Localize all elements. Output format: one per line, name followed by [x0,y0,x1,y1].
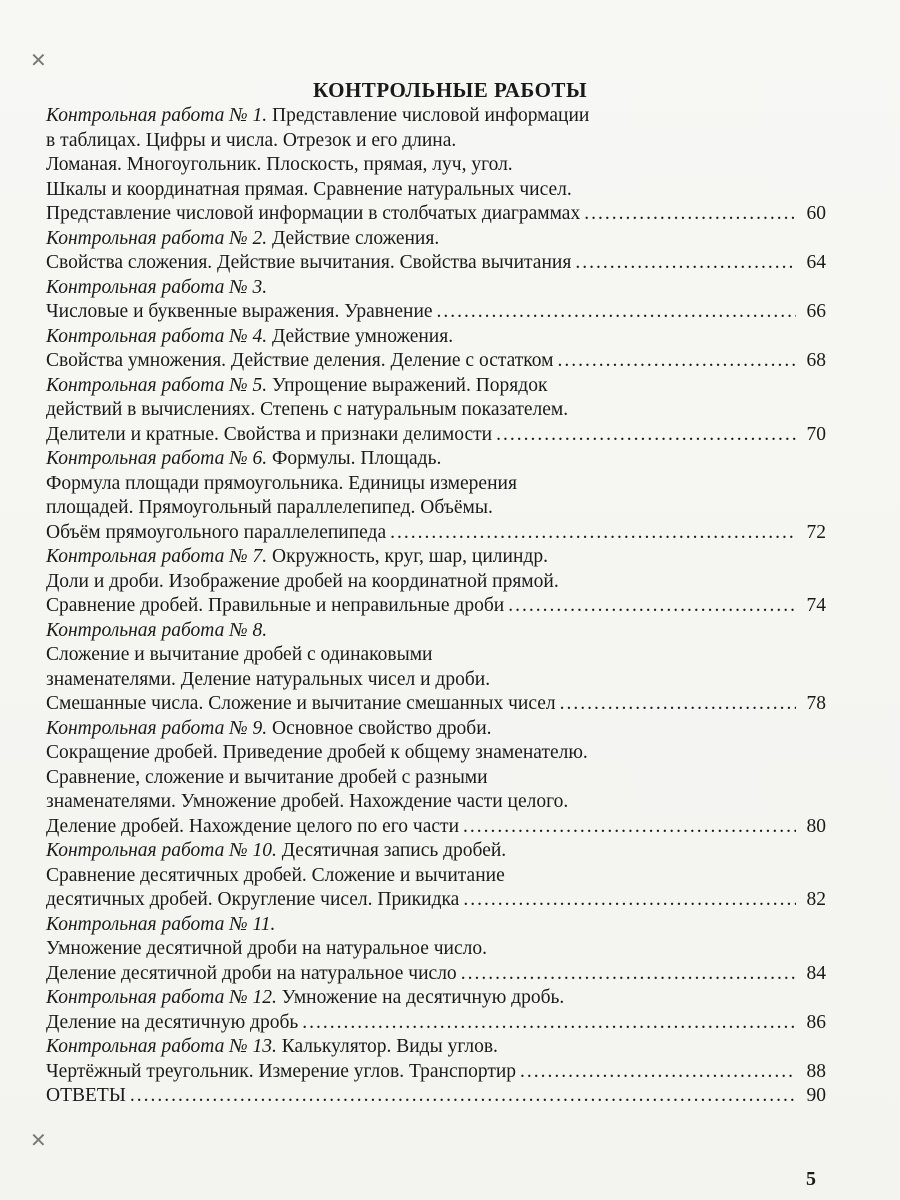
toc-entry-label: Контрольная работа № 13. [46,1036,277,1057]
toc-entry-label: Контрольная работа № 2. [46,227,268,249]
toc-line-text: Свойства умножения. Действие деления. Деление с остатком [46,350,554,371]
toc-line-text: Умножение десятичной дроби на натуральное число. [46,938,487,959]
toc-line [46,374,826,399]
toc-entry-label: Контрольная работа № 10. [46,840,277,861]
toc-entry [46,986,826,1035]
page-number: 5 [806,1168,816,1190]
toc-entry [46,276,826,325]
toc-line [46,276,826,301]
toc-line [46,741,826,766]
toc-line [46,1060,826,1085]
toc-page-number[interactable]: 84 [806,962,826,984]
leader-dots [437,300,796,325]
toc-entry-label: Контрольная работа № 4. [46,325,268,347]
toc-line [46,1084,826,1109]
toc-line-text: Доли и дроби. Изображение дробей на координатной прямой. [46,570,559,592]
toc-entry [46,227,826,276]
leader-dots [302,1011,796,1036]
toc-line-text: Формулы. Площадь. [271,448,442,469]
toc-page-number[interactable]: 88 [806,1060,826,1082]
toc-entry-label: Контрольная работа № 11. [46,913,276,935]
toc-line [46,472,826,497]
toc-line-text: Действие умножения. [271,325,454,347]
leader-dots [496,423,796,448]
toc-page-number[interactable]: 64 [806,252,826,273]
toc-line-text: Формула площади прямоугольника. Единицы измерения [46,472,517,494]
toc-line [46,545,826,570]
toc-line [46,790,826,815]
toc-line-text: Объём прямоугольного параллелепипеда [46,521,387,543]
toc-line [46,104,826,129]
toc-line-text: Ломаная. Многоугольник. Плоскость, прямая, луч, угол. [46,154,513,175]
toc-line [46,496,826,521]
toc-line-text: в таблицах. Цифры и числа. Отрезок и его длина. [46,129,457,151]
toc-line-text: Шкалы и координатная прямая. Сравнение натуральных чисел. [46,178,572,200]
toc-line [46,1011,826,1036]
toc-page-number[interactable]: 82 [806,889,826,910]
toc-entry [46,839,826,913]
toc-entry [46,913,826,987]
toc-line-text: Сравнение десятичных дробей. Сложение и вычитание [46,864,505,886]
toc-entry-label: Контрольная работа № 7. [46,546,268,567]
toc-line-text: Деление дробей. Нахождение целого по его части [46,815,460,837]
toc-line [46,766,826,791]
toc-entry-label: Контрольная работа № 9. [46,717,268,739]
toc-entry [46,1035,826,1084]
toc-line [46,325,826,350]
toc-line [46,815,826,840]
toc-line-text: Свойства сложения. Действие вычитания. Свойства вычитания [46,252,572,273]
leader-dots [390,521,796,546]
toc-entry-label: Контрольная работа № 8. [46,619,268,641]
toc-line-text: Действие сложения. [271,227,440,249]
leader-dots [463,815,796,840]
toc-entry-label: Контрольная работа № 3. [46,276,268,298]
toc-line [46,864,826,889]
toc-entry [46,619,826,717]
toc-page-number[interactable]: 68 [806,350,826,371]
toc-line [46,888,826,913]
toc-entry [46,447,826,545]
toc-line [46,913,826,938]
toc-line [46,717,826,742]
toc-line [46,1035,826,1060]
toc-line [46,839,826,864]
toc-entry [46,717,826,840]
toc-page-number[interactable]: 80 [806,815,826,837]
toc-line [46,986,826,1011]
toc-line-text: Делители и кратные. Свойства и признаки делимости [46,423,493,445]
toc-line [46,153,826,178]
toc-line-text: Представление числовой информации [271,105,590,126]
toc-entry [46,1084,826,1109]
toc-line-text: ОТВЕТЫ [46,1085,126,1106]
toc-line [46,668,826,693]
toc-line-text: десятичных дробей. Округление чисел. Прикидка [46,889,460,910]
toc-page-number[interactable]: 90 [806,1085,826,1106]
toc-line-text: Чертёжный треугольник. Измерение углов. Транспортир [46,1060,517,1082]
page-title: КОНТРОЛЬНЫЕ РАБОТЫ [312,78,588,102]
toc-page-number[interactable]: 66 [806,301,826,322]
toc-line-text: Деление десятичной дроби на натуральное число [46,962,457,984]
toc-line [46,423,826,448]
leader-dots [130,1084,796,1109]
toc-line [46,937,826,962]
toc-entry-label: Контрольная работа № 5. [46,374,268,396]
leader-dots [560,692,796,717]
toc-line-text: знаменателями. Деление натуральных чисел и дроби. [46,668,491,690]
toc-line-text: Сокращение дробей. Приведение дробей к общему знаменателю. [46,742,588,763]
toc-line-text: Сложение и вычитание дробей с одинаковыми [46,644,433,665]
toc-line-text: Смешанные числа. Сложение и вычитание смешанных чисел [46,693,556,714]
toc-entry-label: Контрольная работа № 6. [46,448,268,469]
leader-dots [575,251,796,276]
toc-line [46,962,826,987]
toc-line [46,643,826,668]
toc-line [46,570,826,595]
toc-line [46,129,826,154]
leader-dots [461,962,796,987]
toc-line-text: Основное свойство дроби. [271,717,492,739]
toc-line-text: Десятичная запись дробей. [281,840,507,861]
toc-line-text: знаменателями. Умножение дробей. Нахождение части целого. [46,791,569,812]
toc-line [46,619,826,644]
leader-dots [584,202,796,227]
toc-line [46,227,826,252]
toc-entry-label: Контрольная работа № 12. [46,987,277,1008]
toc-page-number[interactable]: 78 [806,693,826,714]
toc-page-number[interactable]: 86 [806,1011,826,1033]
toc-line-text: Окружность, круг, шар, цилиндр. [271,546,548,567]
toc-line-text: Упрощение выражений. Порядок [271,374,548,396]
toc-line [46,398,826,423]
toc-line [46,594,826,619]
toc-entry-label: Контрольная работа № 1. [46,105,268,126]
toc-entry [46,325,826,374]
toc-line [46,178,826,203]
table-of-contents [46,104,826,1109]
toc-line-text: Числовые и буквенные выражения. Уравнение [46,301,433,322]
leader-dots [520,1060,796,1085]
toc-line-text: действий в вычислениях. Степень с натуральным показателем. [46,399,569,420]
toc-line [46,202,826,227]
binding-mark-bottom: ✕ [30,1130,47,1152]
toc-line [46,521,826,546]
toc-line-text: Умножение на десятичную дробь. [281,987,565,1008]
toc-line-text: площадей. Прямоугольный параллелепипед. Объёмы. [46,497,493,518]
toc-page-number[interactable]: 70 [806,423,826,445]
toc-page-number[interactable]: 60 [806,203,826,224]
toc-line [46,447,826,472]
toc-line-text: Калькулятор. Виды углов. [281,1036,498,1057]
toc-page-number[interactable]: 72 [806,521,826,543]
leader-dots [558,349,797,374]
binding-mark-top: ✕ [30,50,47,72]
toc-line [46,251,826,276]
toc-line-text: Сравнение, сложение и вычитание дробей с разными [46,766,488,788]
toc-entry [46,104,826,227]
toc-line [46,692,826,717]
toc-line-text: Представление числовой информации в столбчатых диаграммах [46,203,581,224]
toc-entry [46,545,826,619]
leader-dots [463,888,796,913]
toc-line-text: Деление на десятичную дробь [46,1011,299,1033]
leader-dots [508,594,796,619]
toc-line [46,349,826,374]
toc-page-number[interactable]: 74 [806,595,826,616]
toc-line [46,300,826,325]
toc-entry [46,374,826,448]
toc-line-text: Сравнение дробей. Правильные и неправильные дроби [46,595,505,616]
